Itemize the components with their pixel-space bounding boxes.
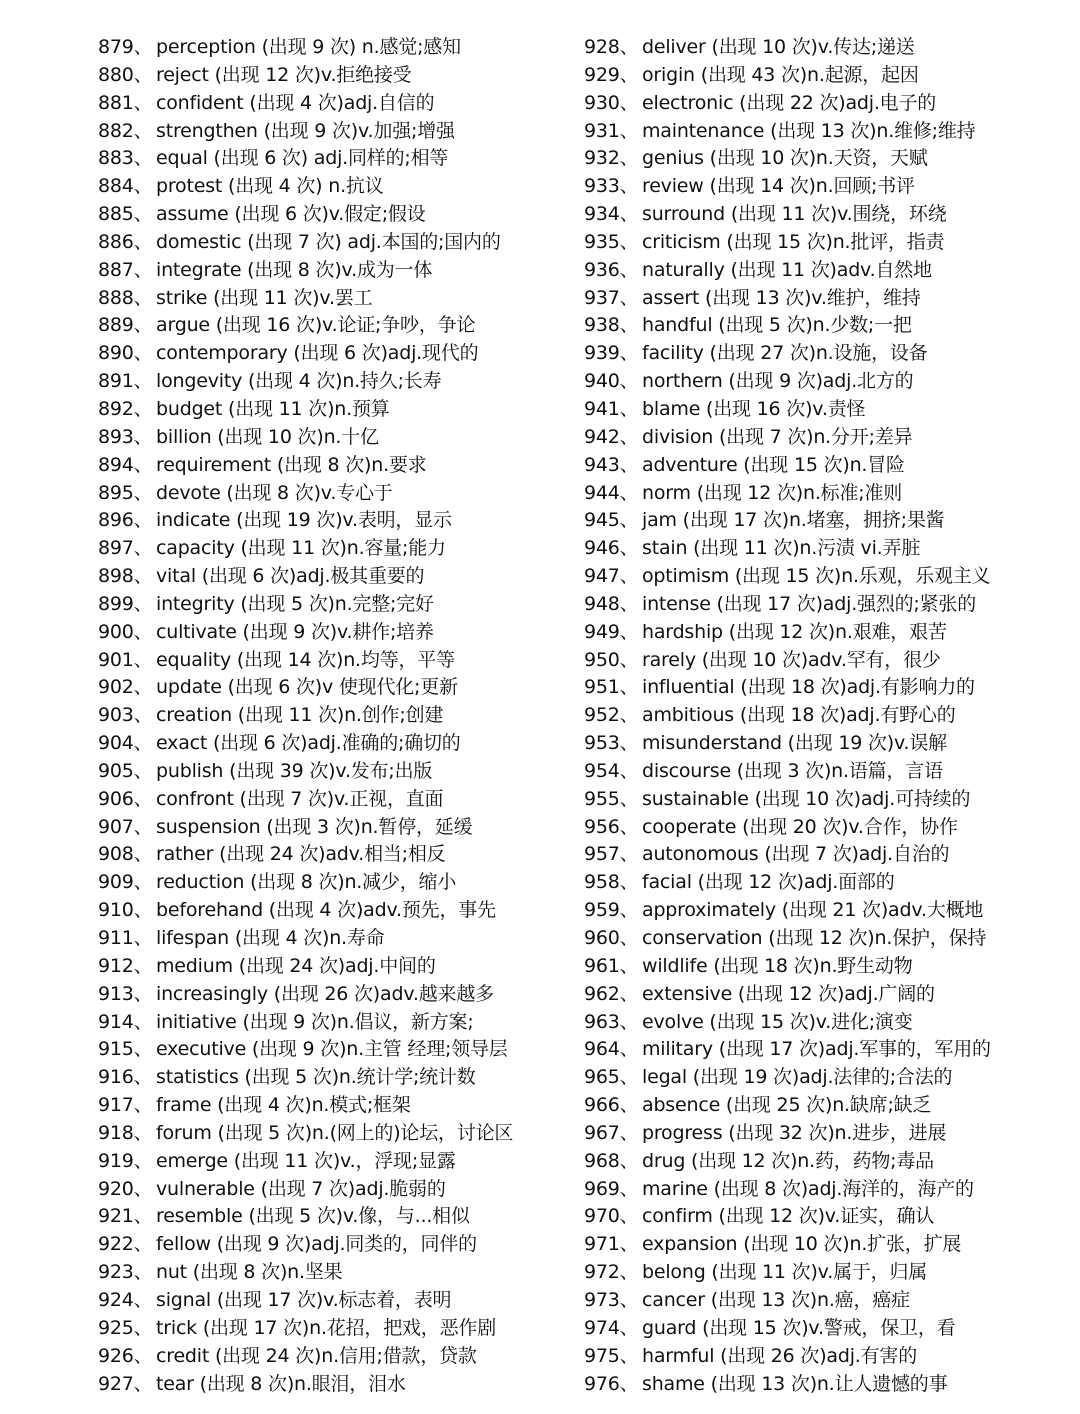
vocab-entry <box>98 257 568 285</box>
entry-number: 907、 <box>98 815 153 838</box>
entry-number: 888、 <box>98 286 153 309</box>
entry-number: 974、 <box>584 1316 639 1339</box>
entry-text: argue (出现 16 次)v.论证;争吵，争论 <box>156 314 476 337</box>
vocab-entry <box>584 841 1072 869</box>
entry-number: 919、 <box>98 1149 153 1172</box>
vocab-entry <box>98 1148 568 1176</box>
vocab-entry <box>584 34 1072 62</box>
vocab-entry <box>584 62 1072 90</box>
entry-number: 901、 <box>98 648 153 671</box>
entry-number: 881、 <box>98 91 153 114</box>
entry-number: 942、 <box>584 425 639 448</box>
vocab-entry <box>98 1064 568 1092</box>
entry-text: optimism (出现 15 次)n.乐观，乐观主义 <box>642 565 991 588</box>
vocab-entry <box>98 1371 568 1399</box>
entry-number: 926、 <box>98 1344 153 1367</box>
entry-text: budget (出现 11 次)n.预算 <box>156 397 390 420</box>
vocab-entry <box>98 953 568 981</box>
entry-text: suspension (出现 3 次)n.暂停，延缓 <box>156 815 473 838</box>
entry-text: vulnerable (出现 7 次)adj.脆弱的 <box>156 1177 446 1200</box>
entry-text: confirm (出现 12 次)v.证实，确认 <box>642 1205 935 1228</box>
entry-text: stain (出现 11 次)n.污渍 vi.弄脏 <box>642 537 921 560</box>
entry-number: 952、 <box>584 704 639 727</box>
vocab-entry <box>98 118 568 146</box>
entry-text: handful (出现 5 次)n.少数;一把 <box>642 314 912 337</box>
vocab-entry <box>584 90 1072 118</box>
entry-text: guard (出现 15 次)v.警戒，保卫，看 <box>642 1316 956 1339</box>
entry-number: 949、 <box>584 620 639 643</box>
vocab-entry <box>584 1231 1072 1259</box>
entry-text: autonomous (出现 7 次)adj.自治的 <box>642 843 950 866</box>
entry-text: sustainable (出现 10 次)adj.可持续的 <box>642 787 971 810</box>
vocab-entry <box>584 173 1072 201</box>
vocab-entry <box>584 1092 1072 1120</box>
entry-number: 900、 <box>98 620 153 643</box>
entry-text: ambitious (出现 18 次)adj.有野心的 <box>642 704 956 727</box>
entry-number: 880、 <box>98 63 153 86</box>
vocab-entry <box>98 34 568 62</box>
entry-number: 961、 <box>584 954 639 977</box>
entry-number: 940、 <box>584 370 639 393</box>
entry-text: devote (出现 8 次)v.专心于 <box>156 481 393 504</box>
entry-text: strike (出现 11 次)v.罢工 <box>156 286 373 309</box>
entry-text: indicate (出现 19 次)v.表明，显示 <box>156 509 452 532</box>
entry-number: 889、 <box>98 314 153 337</box>
vocab-entry <box>584 535 1072 563</box>
entry-number: 943、 <box>584 453 639 476</box>
entry-number: 884、 <box>98 175 153 198</box>
entry-number: 916、 <box>98 1066 153 1089</box>
entry-number: 935、 <box>584 230 639 253</box>
entry-text: extensive (出现 12 次)adj.广阔的 <box>642 982 935 1005</box>
entry-text: misunderstand (出现 19 次)v.误解 <box>642 732 947 755</box>
vocab-entry <box>98 229 568 257</box>
entry-text: progress (出现 32 次)n.进步，进展 <box>642 1121 947 1144</box>
entry-number: 885、 <box>98 203 153 226</box>
entry-text: increasingly (出现 26 次)adv.越来越多 <box>156 982 494 1005</box>
entry-number: 944、 <box>584 481 639 504</box>
vocab-entry <box>584 619 1072 647</box>
vocab-entry <box>584 201 1072 229</box>
left-column <box>98 34 568 1398</box>
vocab-entry <box>584 591 1072 619</box>
vocab-entry <box>98 90 568 118</box>
entry-number: 915、 <box>98 1038 153 1061</box>
entry-text: confront (出现 7 次)v.正视，直面 <box>156 787 444 810</box>
vocab-entry <box>98 1009 568 1037</box>
entry-text: absence (出现 25 次)n.缺席;缺乏 <box>642 1094 932 1117</box>
entry-text: assume (出现 6 次)v.假定;假设 <box>156 203 426 226</box>
entry-number: 968、 <box>584 1149 639 1172</box>
entry-number: 932、 <box>584 147 639 170</box>
entry-number: 887、 <box>98 258 153 281</box>
entry-text: wildlife (出现 18 次)n.野生动物 <box>642 954 913 977</box>
vocab-entry <box>584 897 1072 925</box>
vocab-entry <box>98 841 568 869</box>
entry-number: 963、 <box>584 1010 639 1033</box>
entry-text: harmful (出现 26 次)adj.有害的 <box>642 1344 918 1367</box>
entry-number: 959、 <box>584 899 639 922</box>
vocab-entry <box>98 173 568 201</box>
entry-text: genius (出现 10 次)n.天资，天赋 <box>642 147 928 170</box>
entry-number: 883、 <box>98 147 153 170</box>
vocab-entry <box>584 368 1072 396</box>
vocab-entry <box>584 1287 1072 1315</box>
vocab-entry <box>98 758 568 786</box>
entry-text: conservation (出现 12 次)n.保护，保持 <box>642 927 987 949</box>
entry-text: exact (出现 6 次)adj.准确的;确切的 <box>156 732 461 755</box>
vocab-entry <box>584 452 1072 480</box>
entry-text: medium (出现 24 次)adj.中间的 <box>156 954 436 977</box>
entry-number: 960、 <box>584 927 639 949</box>
vocab-entry <box>98 730 568 758</box>
vocab-entry <box>98 145 568 173</box>
entry-number: 971、 <box>584 1233 639 1256</box>
entry-number: 896、 <box>98 509 153 532</box>
vocab-entry <box>98 1315 568 1343</box>
entry-number: 925、 <box>98 1316 153 1339</box>
vocab-entry <box>584 1064 1072 1092</box>
entry-text: trick (出现 17 次)n.花招，把戏，恶作剧 <box>156 1316 496 1339</box>
entry-text: nut (出现 8 次)n.坚果 <box>156 1261 343 1284</box>
entry-text: division (出现 7 次)n.分开;差异 <box>642 425 913 448</box>
entry-text: reduction (出现 8 次)n.减少，缩小 <box>156 871 457 894</box>
entry-number: 975、 <box>584 1344 639 1367</box>
entry-number: 956、 <box>584 815 639 838</box>
entry-text: jam (出现 17 次)n.堵塞，拥挤;果酱 <box>642 509 945 532</box>
entry-number: 958、 <box>584 871 639 894</box>
vocab-entry <box>98 1120 568 1148</box>
entry-text: update (出现 6 次)v 使现代化;更新 <box>156 676 458 699</box>
vocab-entry <box>98 480 568 508</box>
entry-text: cultivate (出现 9 次)v.耕作;培养 <box>156 620 434 643</box>
entry-text: credit (出现 24 次)n.信用;借款，贷款 <box>156 1344 477 1367</box>
entry-number: 931、 <box>584 119 639 142</box>
entry-text: vital (出现 6 次)adj.极其重要的 <box>156 565 425 588</box>
vocab-entry <box>98 1203 568 1231</box>
vocab-entry <box>584 507 1072 535</box>
vocab-entry <box>98 674 568 702</box>
vocab-entry <box>98 285 568 313</box>
entry-number: 936、 <box>584 258 639 281</box>
entry-text: longevity (出现 4 次)n.持久;长寿 <box>156 370 442 393</box>
entry-text: approximately (出现 21 次)adv.大概地 <box>642 899 984 922</box>
entry-text: beforehand (出现 4 次)adv.预先，事先 <box>156 899 496 922</box>
vocab-entry <box>584 730 1072 758</box>
entry-number: 879、 <box>98 36 153 58</box>
vocab-entry <box>584 1009 1072 1037</box>
vocab-entry <box>98 981 568 1009</box>
entry-number: 914、 <box>98 1010 153 1033</box>
vocab-entry <box>584 647 1072 675</box>
entry-text: capacity (出现 11 次)n.容量;能力 <box>156 537 446 560</box>
entry-number: 894、 <box>98 453 153 476</box>
entry-text: forum (出现 5 次)n.(网上的)论坛，讨论区 <box>156 1121 514 1144</box>
entry-text: origin (出现 43 次)n.起源，起因 <box>642 63 919 86</box>
entry-number: 947、 <box>584 565 639 588</box>
entry-text: frame (出现 4 次)n.模式;框架 <box>156 1094 411 1117</box>
entry-text: facial (出现 12 次)adj.面部的 <box>642 871 895 894</box>
entry-text: intense (出现 17 次)adj.强烈的;紧张的 <box>642 592 977 615</box>
entry-number: 976、 <box>584 1372 639 1395</box>
entry-text: resemble (出现 5 次)v.像，与...相似 <box>156 1205 470 1228</box>
entry-number: 923、 <box>98 1261 153 1284</box>
entry-text: electronic (出现 22 次)adj.电子的 <box>642 91 937 114</box>
vocab-entry <box>584 118 1072 146</box>
entry-number: 945、 <box>584 509 639 532</box>
entry-number: 937、 <box>584 286 639 309</box>
entry-number: 912、 <box>98 954 153 977</box>
entry-text: rather (出现 24 次)adv.相当;相反 <box>156 843 446 866</box>
right-column <box>584 34 1072 1398</box>
entry-number: 948、 <box>584 592 639 615</box>
entry-text: tear (出现 8 次)n.眼泪，泪水 <box>156 1372 406 1395</box>
entry-number: 969、 <box>584 1177 639 1200</box>
entry-number: 893、 <box>98 425 153 448</box>
vocab-entry <box>98 1343 568 1371</box>
entry-number: 920、 <box>98 1177 153 1200</box>
entry-text: publish (出现 39 次)v.发布;出版 <box>156 759 433 782</box>
entry-number: 897、 <box>98 537 153 560</box>
entry-number: 927、 <box>98 1372 153 1395</box>
entry-text: statistics (出现 5 次)n.统计学;统计数 <box>156 1066 476 1089</box>
entry-number: 965、 <box>584 1066 639 1089</box>
entry-text: hardship (出现 12 次)n.艰难，艰苦 <box>642 620 947 643</box>
entry-number: 933、 <box>584 175 639 198</box>
entry-number: 962、 <box>584 982 639 1005</box>
vocab-entry <box>98 563 568 591</box>
entry-number: 886、 <box>98 230 153 253</box>
vocab-entry <box>98 535 568 563</box>
vocab-entry <box>584 814 1072 842</box>
entry-text: review (出现 14 次)n.回顾;书评 <box>642 175 915 198</box>
vocab-entry <box>98 1036 568 1064</box>
vocab-entry <box>98 1231 568 1259</box>
entry-number: 895、 <box>98 481 153 504</box>
entry-text: northern (出现 9 次)adj.北方的 <box>642 370 914 393</box>
entry-text: signal (出现 17 次)v.标志着，表明 <box>156 1288 452 1311</box>
entry-number: 902、 <box>98 676 153 699</box>
entry-text: belong (出现 11 次)v.属于，归属 <box>642 1261 928 1284</box>
vocab-entry <box>98 786 568 814</box>
entry-number: 892、 <box>98 397 153 420</box>
vocab-entry <box>584 229 1072 257</box>
entry-text: billion (出现 10 次)n.十亿 <box>156 425 379 448</box>
entry-number: 934、 <box>584 203 639 226</box>
vocab-entry <box>584 1176 1072 1204</box>
entry-number: 882、 <box>98 119 153 142</box>
entry-text: naturally (出现 11 次)adv.自然地 <box>642 258 932 281</box>
vocab-entry <box>98 925 568 953</box>
entry-number: 921、 <box>98 1205 153 1228</box>
entry-text: influential (出现 18 次)adj.有影响力的 <box>642 676 975 699</box>
vocab-entry <box>584 1343 1072 1371</box>
vocab-entry <box>584 702 1072 730</box>
entry-number: 972、 <box>584 1261 639 1284</box>
vocab-entry <box>584 285 1072 313</box>
vocab-entry <box>584 1371 1072 1399</box>
vocab-entry <box>584 925 1072 953</box>
vocab-entry <box>584 340 1072 368</box>
entry-number: 955、 <box>584 787 639 810</box>
entry-number: 954、 <box>584 759 639 782</box>
vocab-entry <box>584 424 1072 452</box>
entry-number: 938、 <box>584 314 639 337</box>
vocab-entry <box>584 869 1072 897</box>
vocab-entry <box>98 340 568 368</box>
entry-text: surround (出现 11 次)v.围绕，环绕 <box>642 203 947 226</box>
entry-text: perception (出现 9 次) n.感觉;感知 <box>156 36 461 58</box>
vocab-entry <box>584 145 1072 173</box>
entry-text: integrate (出现 8 次)v.成为一体 <box>156 258 433 281</box>
vocab-entry <box>584 758 1072 786</box>
entry-number: 967、 <box>584 1121 639 1144</box>
vocab-entry <box>98 814 568 842</box>
entry-number: 950、 <box>584 648 639 671</box>
vocab-entry <box>584 1315 1072 1343</box>
entry-number: 910、 <box>98 899 153 922</box>
vocab-entry <box>584 312 1072 340</box>
vocab-entry <box>98 619 568 647</box>
entry-number: 929、 <box>584 63 639 86</box>
vocab-entry <box>98 62 568 90</box>
entry-number: 953、 <box>584 732 639 755</box>
vocab-entry <box>584 563 1072 591</box>
entry-number: 918、 <box>98 1121 153 1144</box>
vocab-entry <box>98 368 568 396</box>
entry-text: cooperate (出现 20 次)v.合作，协作 <box>642 815 958 838</box>
entry-number: 890、 <box>98 342 153 365</box>
entry-text: adventure (出现 15 次)n.冒险 <box>642 453 905 476</box>
entry-number: 922、 <box>98 1233 153 1256</box>
entry-text: drug (出现 12 次)n.药，药物;毒品 <box>642 1149 934 1172</box>
entry-text: contemporary (出现 6 次)adj.现代的 <box>156 342 479 365</box>
entry-text: equality (出现 14 次)n.均等，平等 <box>156 648 455 671</box>
entry-text: initiative (出现 9 次)n.倡议，新方案; <box>156 1010 474 1033</box>
vocab-entry <box>584 396 1072 424</box>
vocab-entry <box>98 1176 568 1204</box>
entry-text: lifespan (出现 4 次)n.寿命 <box>156 927 385 949</box>
entry-number: 928、 <box>584 36 639 58</box>
entry-text: rarely (出现 10 次)adv.罕有，很少 <box>642 648 941 671</box>
entry-text: creation (出现 11 次)n.创作;创建 <box>156 704 444 727</box>
vocab-entry <box>98 1092 568 1120</box>
vocab-entry <box>98 1259 568 1287</box>
vocab-entry <box>98 869 568 897</box>
vocab-entry <box>584 953 1072 981</box>
vocab-entry <box>98 396 568 424</box>
vocab-entry <box>98 702 568 730</box>
entry-number: 899、 <box>98 592 153 615</box>
entry-text: blame (出现 16 次)v.责怪 <box>642 397 866 420</box>
entry-text: assert (出现 13 次)v.维护，维持 <box>642 286 921 309</box>
entry-number: 898、 <box>98 565 153 588</box>
entry-text: evolve (出现 15 次)v.进化;演变 <box>642 1010 913 1033</box>
entry-number: 930、 <box>584 91 639 114</box>
vocab-entry <box>98 452 568 480</box>
entry-text: domestic (出现 7 次) adj.本国的;国内的 <box>156 230 501 253</box>
entry-number: 924、 <box>98 1288 153 1311</box>
vocab-entry <box>584 257 1072 285</box>
vocab-entry <box>98 897 568 925</box>
vocab-entry <box>584 786 1072 814</box>
entry-text: norm (出现 12 次)n.标准;准则 <box>642 481 903 504</box>
entry-text: integrity (出现 5 次)n.完整;完好 <box>156 592 434 615</box>
vocab-entry <box>584 674 1072 702</box>
entry-text: protest (出现 4 次) n.抗议 <box>156 175 384 198</box>
entry-text: deliver (出现 10 次)v.传达;递送 <box>642 36 915 58</box>
entry-number: 913、 <box>98 982 153 1005</box>
vocab-entry <box>98 201 568 229</box>
entry-number: 904、 <box>98 732 153 755</box>
vocab-entry <box>98 1287 568 1315</box>
vocab-entry <box>584 480 1072 508</box>
vocab-entry <box>584 1036 1072 1064</box>
entry-text: expansion (出现 10 次)n.扩张，扩展 <box>642 1233 962 1256</box>
entry-number: 908、 <box>98 843 153 866</box>
vocab-entry <box>98 647 568 675</box>
vocab-entry <box>584 1259 1072 1287</box>
entry-text: discourse (出现 3 次)n.语篇，言语 <box>642 759 943 782</box>
entry-number: 970、 <box>584 1205 639 1228</box>
vocab-entry <box>584 1203 1072 1231</box>
entry-number: 905、 <box>98 759 153 782</box>
entry-text: reject (出现 12 次)v.拒绝接受 <box>156 63 412 86</box>
entry-number: 966、 <box>584 1094 639 1117</box>
entry-number: 939、 <box>584 342 639 365</box>
entry-text: requirement (出现 8 次)n.要求 <box>156 453 427 476</box>
entry-text: marine (出现 8 次)adj.海洋的，海产的 <box>642 1177 974 1200</box>
vocab-entry <box>584 1120 1072 1148</box>
vocab-entry <box>584 1148 1072 1176</box>
vocab-entry <box>584 981 1072 1009</box>
entry-number: 946、 <box>584 537 639 560</box>
entry-number: 941、 <box>584 397 639 420</box>
entry-text: equal (出现 6 次) adj.同样的;相等 <box>156 147 449 170</box>
entry-number: 891、 <box>98 370 153 393</box>
entry-text: emerge (出现 11 次)v.，浮现;显露 <box>156 1149 456 1172</box>
entry-text: maintenance (出现 13 次)n.维修;维持 <box>642 119 976 142</box>
entry-text: legal (出现 19 次)adj.法律的;合法的 <box>642 1066 953 1089</box>
entry-number: 906、 <box>98 787 153 810</box>
entry-text: executive (出现 9 次)n.主管 经理;领导层 <box>156 1038 508 1061</box>
entry-text: strengthen (出现 9 次)v.加强;增强 <box>156 119 455 142</box>
entry-text: confident (出现 4 次)adj.自信的 <box>156 91 435 114</box>
entry-number: 909、 <box>98 871 153 894</box>
vocab-entry <box>98 424 568 452</box>
vocab-entry <box>98 312 568 340</box>
entry-number: 957、 <box>584 843 639 866</box>
entry-text: criticism (出现 15 次)n.批评，指责 <box>642 230 945 253</box>
entry-text: shame (出现 13 次)n.让人遗憾的事 <box>642 1372 948 1395</box>
entry-number: 911、 <box>98 927 153 949</box>
entry-text: military (出现 17 次)adj.军事的，军用的 <box>642 1038 991 1061</box>
vocab-entry <box>98 507 568 535</box>
entry-text: cancer (出现 13 次)n.癌，癌症 <box>642 1288 910 1311</box>
vocab-entry <box>98 591 568 619</box>
entry-text: facility (出现 27 次)n.设施，设备 <box>642 342 928 365</box>
entry-text: fellow (出现 9 次)adj.同类的，同伴的 <box>156 1233 477 1256</box>
entry-number: 973、 <box>584 1288 639 1311</box>
entry-number: 951、 <box>584 676 639 699</box>
entry-number: 964、 <box>584 1038 639 1061</box>
entry-number: 903、 <box>98 704 153 727</box>
entry-number: 917、 <box>98 1094 153 1117</box>
